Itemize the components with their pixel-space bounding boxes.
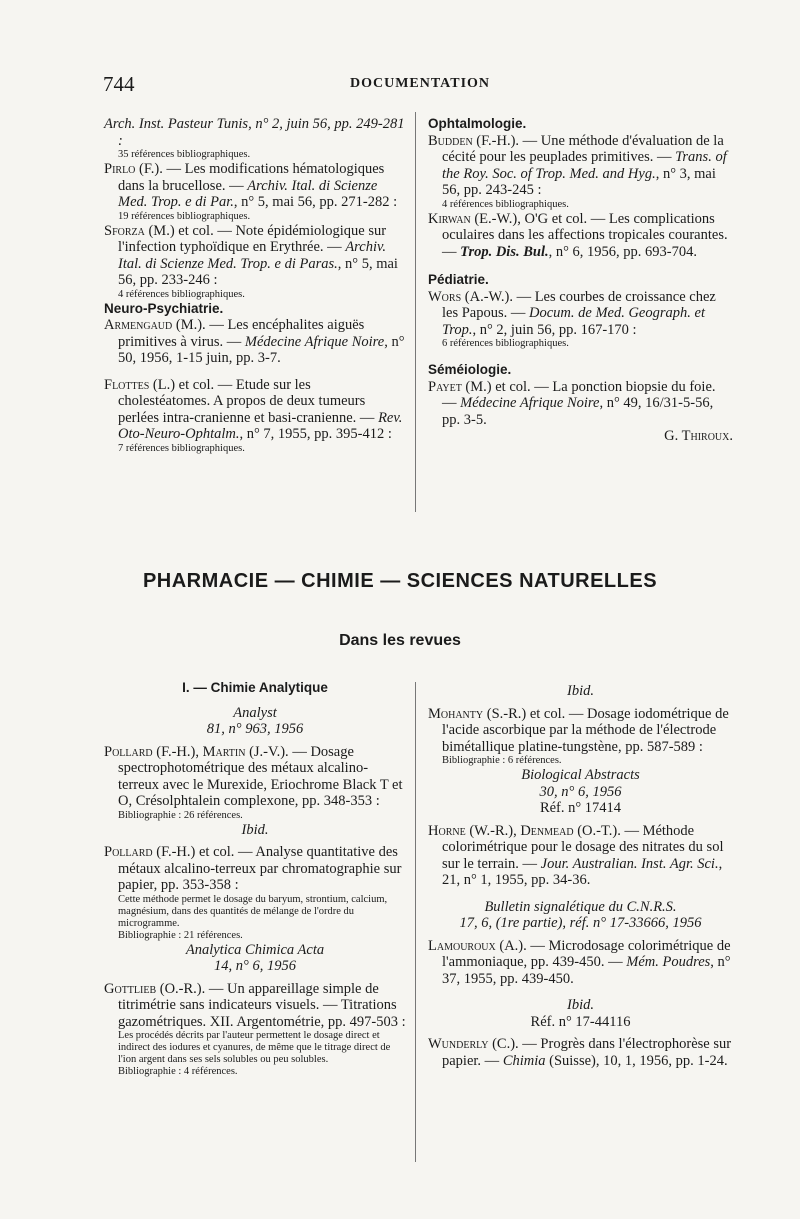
- section-heading: I. — Chimie Analytique: [182, 680, 328, 695]
- entry-tail: , n° 2, juin 56, pp. 167-170 :: [472, 321, 637, 338]
- column-rule-bottom: [415, 682, 416, 1162]
- entry-sforza: [104, 223, 406, 289]
- journal-name: Biological Abstracts: [521, 767, 640, 783]
- entry-author: Flottes (L.): [104, 376, 176, 393]
- entry-author: Armengaud (M.).: [104, 317, 206, 333]
- reference-number: Réf. n° 17-44116: [530, 1013, 631, 1030]
- entry-text: — Les courbes de croissance chez les Papous. —: [442, 288, 716, 321]
- entry-ref: 7 références bibliographiques.: [118, 442, 245, 454]
- entry-ref: 6 références bibliographiques.: [442, 338, 569, 349]
- entry-tail: , n° 37, 1955, pp. 439-450.: [442, 954, 731, 987]
- entry-journal: Médecine Afrique Noire: [244, 333, 385, 350]
- journal-issue: 30, n° 6, 1956: [539, 783, 622, 800]
- entry-author: Lamouroux (A.).: [428, 937, 527, 954]
- entry-journal: Médecine Afrique Noire: [460, 395, 600, 411]
- ibid: Ibid.: [241, 821, 269, 838]
- entry-pollard-martin: [104, 744, 406, 810]
- entry-note: Les procédés décrits par l'auteur permettent le dosage direct et indirect des iodures et cyanures, de même que le titrage direct de l'ion argent dans ses sels solubles ou peu solubles.: [118, 1030, 391, 1065]
- entry-tail: , n° 49, 16/31-5-56, pp. 3-5.: [442, 395, 714, 428]
- entry-tail: , n° 5, mai 56, pp. 233-246 :: [118, 255, 398, 288]
- journal-name: Analyst: [233, 704, 277, 721]
- entry-tail: , n° 3, mai 56, pp. 243-245 :: [442, 165, 716, 198]
- entry-tail: , n° 6, 1956, pp. 693-704.: [548, 243, 698, 260]
- entry-text: — Microdosage colorimétrique de l'ammoniaque, pp. 439-450. —: [442, 937, 731, 970]
- entry-journal: Archiv. Ital. di Scienze Med. Trop. e di Paras.: [118, 239, 386, 272]
- entry-author: Pirlo (F.).: [104, 161, 163, 177]
- entry-payet: [428, 379, 733, 429]
- ibid: Ibid.: [567, 683, 594, 699]
- entry-text: et col. — Les complications oculaires dans les affections tropicales courantes. —: [442, 210, 728, 260]
- section-heading: Neuro-Psychiatrie.: [104, 300, 224, 316]
- entry-journal: Rev. Oto-Neuro-Ophtalm.: [118, 409, 403, 442]
- top-left-column: [104, 116, 406, 455]
- entry-text: — Un appareillage simple de titrimétrie sans indicateurs visuels. — Titrations gazométriques. XII. Argentométrie, pp. 497-503 :: [118, 980, 406, 1030]
- entry-ref: 4 références bibliographiques.: [118, 288, 245, 300]
- entry-budden: [428, 133, 733, 199]
- entry-author: Wunderly (C.).: [428, 1036, 519, 1052]
- entry-tail: , n° 50, 1956, 1-15 juin, pp. 3-7.: [118, 333, 405, 366]
- main-title: PHARMACIE — CHIMIE — SCIENCES NATURELLES: [142, 570, 658, 592]
- entry-journal: Jour. Australian. Inst. Agr. Sci.: [540, 855, 719, 872]
- entry-mohanty: [428, 706, 733, 756]
- column-rule-top: [415, 112, 416, 512]
- entry-ref: Bibliographie : 26 références.: [118, 809, 243, 821]
- entry-author: Pollard (F.-H.): [104, 844, 196, 860]
- entry-text: et col. — Dosage iodométrique de l'acide ascorbique par la méthode de l'électrode bimétallique platine-tungstène, pp. 587-589 :: [442, 705, 729, 755]
- entry-author: Payet (M.): [428, 378, 492, 395]
- entry-journal: Trans. of the Roy. Soc. of Trop. Med. and Hyg.: [442, 149, 727, 182]
- entry-text: et col. — Analyse quantitative des métaux alcalino-terreux par chromatographie sur papier, pp. 353-358 :: [118, 844, 402, 893]
- entry-text: — Les encéphalites aiguës primitives à virus. —: [118, 317, 365, 350]
- entry-journal: Trop. Dis. Bul.: [460, 243, 549, 260]
- entry-journal: Mém. Poudres: [626, 954, 711, 970]
- entry-lamouroux: [428, 938, 733, 988]
- entry-pollard: [104, 844, 406, 894]
- entry-journal: Chimia: [502, 1052, 546, 1069]
- entry-ref: Bibliographie : 6 références.: [442, 755, 562, 766]
- section-heading: Séméiologie.: [428, 362, 512, 377]
- entry-author: Kirwan (E.-W.), O'G: [428, 210, 549, 227]
- bottom-left-column: [104, 680, 406, 1078]
- section-heading: Pédiatrie.: [428, 272, 489, 287]
- journal-name: Bulletin signalétique du C.N.R.S.: [484, 898, 677, 915]
- entry-horne: [428, 823, 733, 889]
- entry-text: et col. — Note épidémiologique sur l'infection typhoïdique en Erythrée. —: [118, 222, 387, 255]
- entry-tail: , n° 5, mai 56, pp. 271-282 :: [233, 194, 398, 210]
- entry-tail: (Suisse), 10, 1, 1956, pp. 1-24.: [545, 1052, 728, 1069]
- entry-journal: Archiv. Ital. di Scienze Med. Trop. e di Par.: [118, 177, 378, 210]
- entry-armengaud: [104, 317, 406, 367]
- entry-ref: 19 références bibliographiques.: [118, 210, 251, 222]
- entry-author: Pollard (F.-H.), Martin (J.-V.).: [104, 743, 289, 760]
- entry-tail: , n° 7, 1955, pp. 395-412 :: [239, 426, 392, 442]
- entry-wunderly: [428, 1036, 733, 1069]
- entry-text: — Progrès dans l'électrophorèse sur papier. —: [442, 1036, 732, 1069]
- reference-number: Réf. n° 17414: [539, 800, 622, 816]
- section-heading: Ophtalmologie.: [428, 116, 527, 131]
- entry-ref: 4 références bibliographiques.: [442, 198, 569, 210]
- entry-author: Sforza (M.): [104, 222, 175, 239]
- entry-gottlieb: [104, 981, 406, 1031]
- entry-text: — Méthode colorimétrique pour le dosage des nitrates du sol sur le terrain. —: [442, 822, 724, 872]
- entry-text: — Une méthode d'évaluation de la cécité pour les peuplades primitives. —: [442, 132, 724, 165]
- entry-author: Horne (W.-R.), Denmead (O.-T.).: [428, 822, 621, 839]
- bottom-right-column: [428, 683, 733, 1069]
- entry-ref: 35 références bibliographiques.: [118, 149, 251, 160]
- entry-journal: Docum. de Med. Geograph. et Trop.: [442, 305, 705, 338]
- entry-flottes: [104, 377, 406, 443]
- entry-author: Wors (A.-W.).: [428, 288, 513, 305]
- page-number: 744: [103, 72, 135, 96]
- entry-note: Cette méthode permet le dosage du baryum, strontium, calcium, magnésium, dans des quantités de mélange de l'ordre du microgramme.: [118, 893, 388, 929]
- entry-ref: Bibliographie : 4 références.: [118, 1066, 238, 1077]
- entry-continued: Arch. Inst. Pasteur Tunis, n° 2, juin 56, pp. 249-281 :: [104, 116, 405, 149]
- entry-text: et col. — Etude sur les cholestéatomes. A propos de deux tumeurs perlées intra-cranienne et basi-cranienne. —: [118, 376, 379, 426]
- sub-title: Dans les revues: [339, 632, 461, 649]
- entry-wors: [428, 289, 733, 339]
- entry-pirlo: [104, 161, 406, 211]
- entry-ref: Bibliographie : 21 références.: [118, 929, 243, 941]
- journal-issue: 81, n° 963, 1956: [206, 721, 304, 737]
- journal-issue: 17, 6, (1re partie), réf. n° 17-33666, 1956: [459, 915, 702, 931]
- journal-issue: 14, n° 6, 1956: [214, 958, 296, 974]
- entry-author: Budden (F.-H.).: [428, 132, 520, 149]
- entry-author: Mohanty (S.-R.): [428, 705, 527, 722]
- entry-tail: , 21, n° 1, 1955, pp. 34-36.: [442, 855, 723, 888]
- entry-text: — Dosage spectrophotométrique des métaux alcalino-terreux avec le Murexide, Eriochrome Black T et O, Crésolphtalein complexone, pp. 348-353 :: [118, 743, 403, 809]
- running-header: DOCUMENTATION: [350, 76, 491, 91]
- top-right-column: [428, 116, 733, 445]
- ibid: Ibid.: [567, 997, 594, 1013]
- signature: G. Thiroux.: [664, 428, 733, 444]
- journal-name: Analytica Chimica Acta: [185, 941, 325, 958]
- entry-text: — Les modifications hématologiques dans la brucellose. —: [118, 161, 385, 194]
- entry-kirwan: [428, 211, 733, 261]
- entry-text: et col. — La ponction biopsie du foie. —: [442, 378, 716, 411]
- entry-author: Gottlieb (O.-R.).: [104, 980, 206, 997]
